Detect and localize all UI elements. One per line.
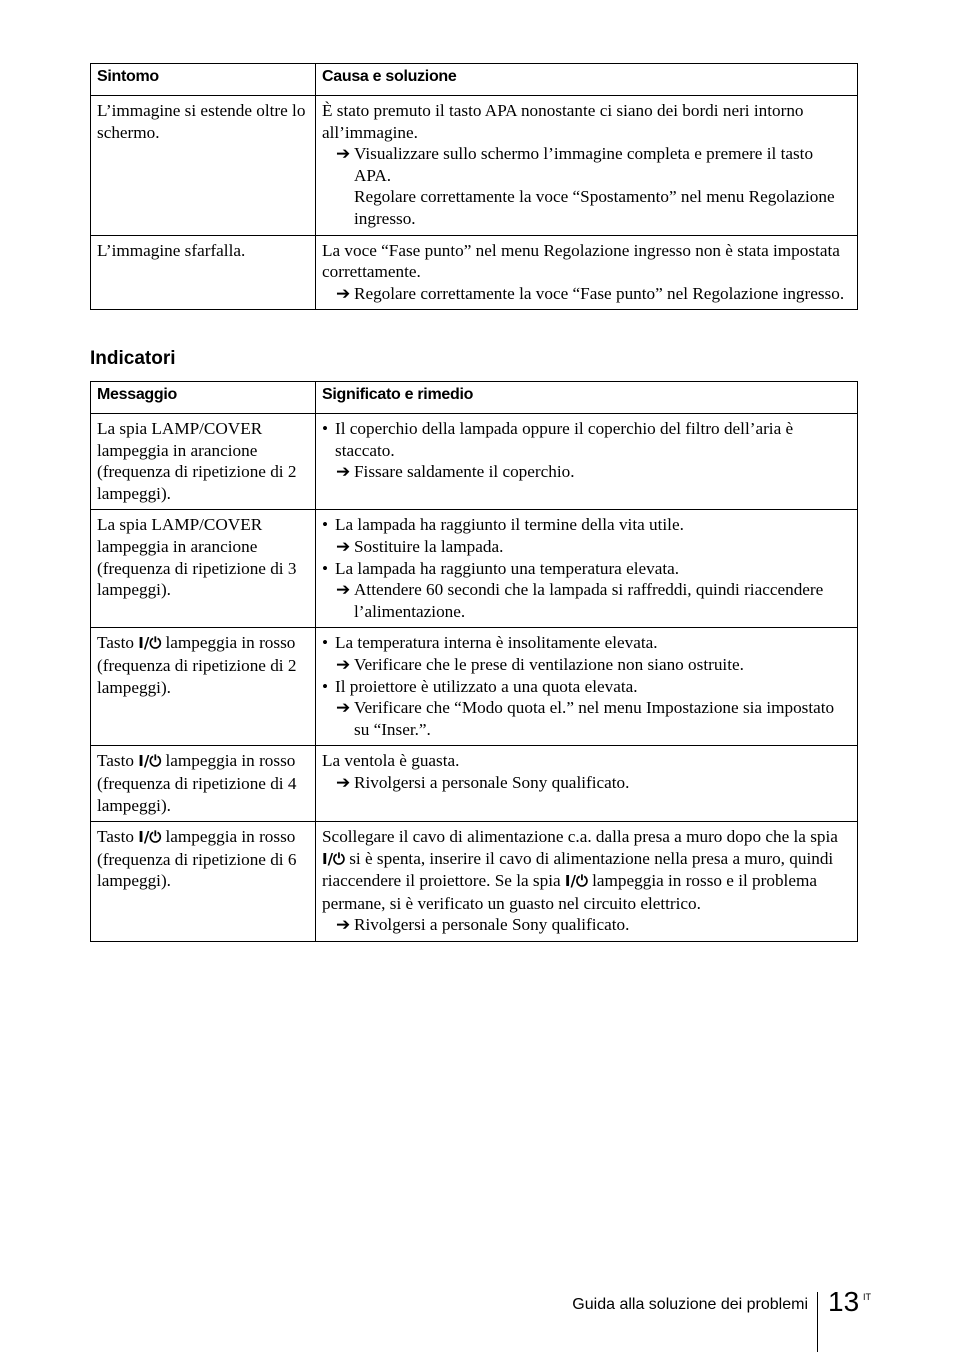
message-text: lampeggia in rosso (frequenza di ripetizione di 4 lampeggi). (97, 751, 297, 815)
bullet-text: La lampada ha raggiunto una temperatura elevata. (335, 558, 680, 578)
page-number: 13 (828, 1286, 860, 1317)
solution-text: Visualizzare sullo schermo l’immagine completa e premere il tasto APA. (354, 144, 814, 185)
table-row (91, 746, 858, 822)
remedy-text: Verificare che “Modo quota el.” nel menu Impostazione sia impostato su “Inser.”. (354, 698, 835, 739)
table-row (91, 510, 858, 628)
bullet-item (322, 558, 851, 580)
message-text: Tasto (97, 633, 134, 653)
message-cell: La spia LAMP/COVER lampeggia in arancione (frequenza di ripetizione di 2 lampeggi). (91, 414, 316, 510)
bullet-text: La lampada ha raggiunto il termine della vita utile. (335, 515, 684, 535)
bullet-icon: • (322, 676, 329, 696)
solution-text: Regolare correttamente la voce “Spostamento” nel menu Regolazione ingresso. (354, 187, 835, 228)
power-switch-icon: I/⏻ (564, 872, 588, 891)
remedy-text: Rivolgersi a personale Sony qualificato. (354, 915, 630, 935)
bullet-icon: • (322, 515, 329, 535)
message-text: lampeggia in rosso (frequenza di ripetizione di 6 lampeggi). (97, 827, 297, 891)
footer-divider (817, 1292, 818, 1352)
column-header: Sintomo (91, 64, 316, 96)
column-header: Messaggio (91, 382, 316, 414)
symptom-cell: L’immagine sfarfalla. (91, 235, 316, 310)
meaning-cell (316, 510, 858, 628)
table-header-row (91, 64, 858, 96)
arrow-icon: ➔ (336, 772, 351, 792)
table-row (91, 96, 858, 236)
column-header: Causa e soluzione (316, 64, 858, 96)
arrow-icon: ➔ (336, 283, 351, 303)
power-switch-icon: I/⏻ (138, 828, 162, 847)
remedy-item (322, 536, 851, 558)
message-text: lampeggia in rosso (frequenza di ripetizione di 2 lampeggi). (97, 633, 297, 697)
bullet-item (322, 514, 851, 536)
message-cell: La spia LAMP/COVER lampeggia in arancione (frequenza di ripetizione di 3 lampeggi). (91, 510, 316, 628)
message-cell (91, 628, 316, 746)
remedy-text: Verificare che le prese di ventilazione non siano ostruite. (354, 654, 744, 674)
meaning-text-part: si è spenta, inserire il cavo di alimentazione nella presa a muro, quindi riaccendere il proiettore. Se la spia (322, 848, 834, 891)
bullet-icon: • (322, 558, 329, 578)
meaning-text-part: lampeggia in rosso e il problema permane, si è verificato un guasto nel circuito elettrico. (322, 871, 817, 913)
bullet-item (322, 418, 851, 461)
meaning-text-part: Scollegare il cavo di alimentazione c.a. dalla presa a muro dopo che la spia (322, 827, 838, 847)
meaning-text (322, 826, 851, 914)
message-text: Tasto (97, 751, 134, 771)
power-switch-icon: I/⏻ (138, 752, 162, 771)
solution-item (322, 143, 851, 186)
remedy-item (322, 461, 851, 483)
bullet-icon: • (322, 419, 329, 438)
message-cell (91, 746, 316, 822)
symptoms-table (90, 63, 858, 310)
bullet-text: La temperatura interna è insolitamente elevata. (335, 633, 658, 653)
solution-item (322, 283, 851, 305)
bullet-text: Il proiettore è utilizzato a una quota elevata. (335, 676, 638, 696)
remedy-item (322, 697, 851, 740)
arrow-icon: ➔ (336, 698, 351, 718)
cause-cell (316, 96, 858, 236)
table-row (91, 235, 858, 310)
remedy-item (322, 579, 851, 622)
table-header-row (91, 382, 858, 414)
remedy-item (322, 654, 851, 676)
table-row (91, 414, 858, 510)
cause-text: La voce “Fase punto” nel menu Regolazione ingresso non è stata impostata correttamente. (322, 240, 840, 282)
bullet-icon: • (322, 633, 329, 653)
remedy-text: Fissare saldamente il coperchio. (354, 462, 575, 482)
arrow-icon: ➔ (336, 536, 351, 556)
meaning-cell (316, 628, 858, 746)
remedy-text: Attendere 60 secondi che la lampada si raffreddi, quindi riaccendere l’alimentazione. (354, 580, 824, 621)
arrow-icon: ➔ (336, 915, 351, 935)
page-language: IT (863, 1292, 871, 1302)
bullet-item (322, 676, 851, 698)
indicators-table (90, 381, 858, 942)
message-cell (91, 822, 316, 942)
remedy-text: Rivolgersi a personale Sony qualificato. (354, 772, 630, 792)
message-text: Tasto (97, 827, 134, 847)
remedy-item (322, 772, 851, 794)
remedy-item (322, 914, 851, 936)
cause-text: È stato premuto il tasto APA nonostante ci siano dei bordi neri intorno all’immagine. (322, 101, 804, 142)
arrow-icon: ➔ (336, 462, 351, 482)
table-row (91, 628, 858, 746)
cause-cell (316, 235, 858, 310)
meaning-cell (316, 746, 858, 822)
symptom-cell: L’immagine si estende oltre lo schermo. (91, 96, 316, 236)
meaning-cell (316, 414, 858, 510)
column-header: Significato e rimedio (316, 382, 858, 414)
bullet-item (322, 632, 851, 654)
power-switch-icon: I/⏻ (138, 634, 162, 653)
power-switch-icon: I/⏻ (322, 849, 345, 868)
arrow-icon: ➔ (336, 654, 351, 674)
arrow-icon: ➔ (336, 580, 351, 600)
table-row (91, 822, 858, 942)
footer-section-title: Guida alla soluzione dei problemi (572, 1296, 808, 1313)
bullet-text: Il coperchio della lampada oppure il coperchio del filtro dell’aria è staccato. (335, 419, 794, 460)
section-heading: Indicatori (90, 348, 176, 369)
meaning-text: La ventola è guasta. (322, 751, 460, 771)
solution-text: Regolare correttamente la voce “Fase punto” nel Regolazione ingresso. (354, 283, 845, 303)
meaning-cell (316, 822, 858, 942)
remedy-text: Sostituire la lampada. (354, 536, 504, 556)
arrow-icon: ➔ (336, 144, 351, 164)
